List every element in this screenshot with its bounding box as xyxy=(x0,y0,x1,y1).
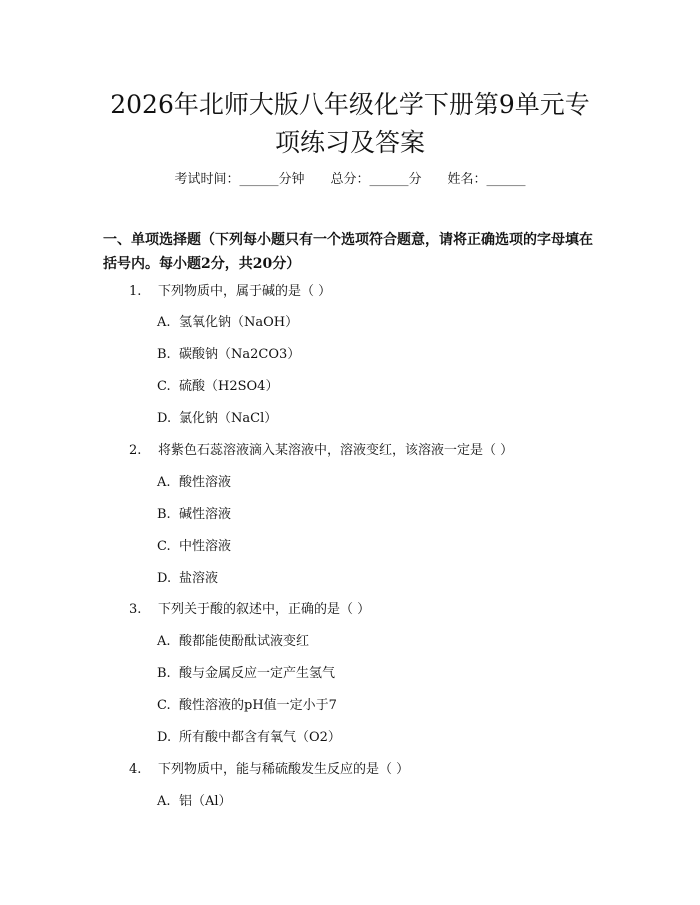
page-title-line-1: 2026年北师大版八年级化学下册第9单元专 xyxy=(110,90,590,119)
option-letter: D. xyxy=(157,571,172,586)
option-text: 中性溶液 xyxy=(179,539,232,554)
option-letter: C. xyxy=(157,379,171,394)
question-number: 2. xyxy=(129,443,142,458)
question-number: 3. xyxy=(129,602,142,617)
option-letter: D. xyxy=(157,411,172,426)
question-1-option-c xyxy=(157,378,278,396)
question-1-option-b xyxy=(157,346,300,364)
section-heading-line-2: 括号内。每小题2分，共20分） xyxy=(103,256,301,272)
section-heading-line-1: 一、单项选择题（下列每小题只有一个选项符合题意，请将正确选项的字母填在 xyxy=(103,232,593,248)
name-field: 姓名：______ xyxy=(447,172,526,187)
option-text: 铝（Al） xyxy=(179,794,232,809)
option-text: 酸都能使酚酞试液变红 xyxy=(179,634,310,649)
question-3-option-a xyxy=(157,633,309,651)
question-2-option-b xyxy=(157,506,231,524)
option-letter: A. xyxy=(157,315,171,330)
question-4 xyxy=(129,761,409,779)
option-text: 酸与金属反应一定产生氢气 xyxy=(179,666,336,681)
question-3-option-b xyxy=(157,665,335,683)
question-text: 下列物质中，能与稀硫酸发生反应的是（ ） xyxy=(158,762,410,777)
question-number: 1. xyxy=(129,284,142,299)
option-letter: D. xyxy=(157,730,172,745)
option-letter: C. xyxy=(157,698,171,713)
option-text: 所有酸中都含有氧气（O2） xyxy=(179,730,341,745)
option-letter: B. xyxy=(157,507,171,522)
option-text: 酸性溶液 xyxy=(179,475,232,490)
option-letter: C. xyxy=(157,539,171,554)
exam-time-field: 考试时间：______分钟 xyxy=(174,172,305,187)
question-1-option-d xyxy=(157,410,277,428)
question-2-option-d xyxy=(157,570,218,588)
question-2 xyxy=(129,442,513,460)
option-text: 盐溶液 xyxy=(179,571,219,586)
option-text: 碱性溶液 xyxy=(179,507,232,522)
question-2-option-c xyxy=(157,538,231,556)
question-3-option-d xyxy=(157,729,341,747)
question-number: 4. xyxy=(129,762,142,777)
question-text: 下列物质中，属于碱的是（ ） xyxy=(158,284,332,299)
page-title-line-2: 项练习及答案 xyxy=(274,128,425,157)
option-letter: A. xyxy=(157,794,171,809)
option-text: 酸性溶液的pH值一定小于7 xyxy=(179,698,337,713)
exam-meta xyxy=(0,168,700,187)
option-text: 硫酸（H2SO4） xyxy=(179,379,279,394)
question-1 xyxy=(129,283,331,301)
option-letter: A. xyxy=(157,634,171,649)
option-text: 氯化钠（NaCl） xyxy=(179,411,278,426)
question-4-option-a xyxy=(157,793,232,811)
option-text: 氢氧化钠（NaOH） xyxy=(179,315,299,330)
total-score-field: 总分：______分 xyxy=(330,172,422,187)
question-3-option-c xyxy=(157,697,337,715)
option-letter: B. xyxy=(157,666,171,681)
question-1-option-a xyxy=(157,314,298,332)
option-letter: A. xyxy=(157,475,171,490)
question-text: 下列关于酸的叙述中，正确的是（ ） xyxy=(158,602,371,617)
question-2-option-a xyxy=(157,474,231,492)
option-text: 碳酸钠（Na2CO3） xyxy=(179,347,301,362)
question-3 xyxy=(129,601,370,619)
question-text: 将紫色石蕊溶液滴入某溶液中，溶液变红，该溶液一定是（ ） xyxy=(158,443,514,458)
option-letter: B. xyxy=(157,347,171,362)
